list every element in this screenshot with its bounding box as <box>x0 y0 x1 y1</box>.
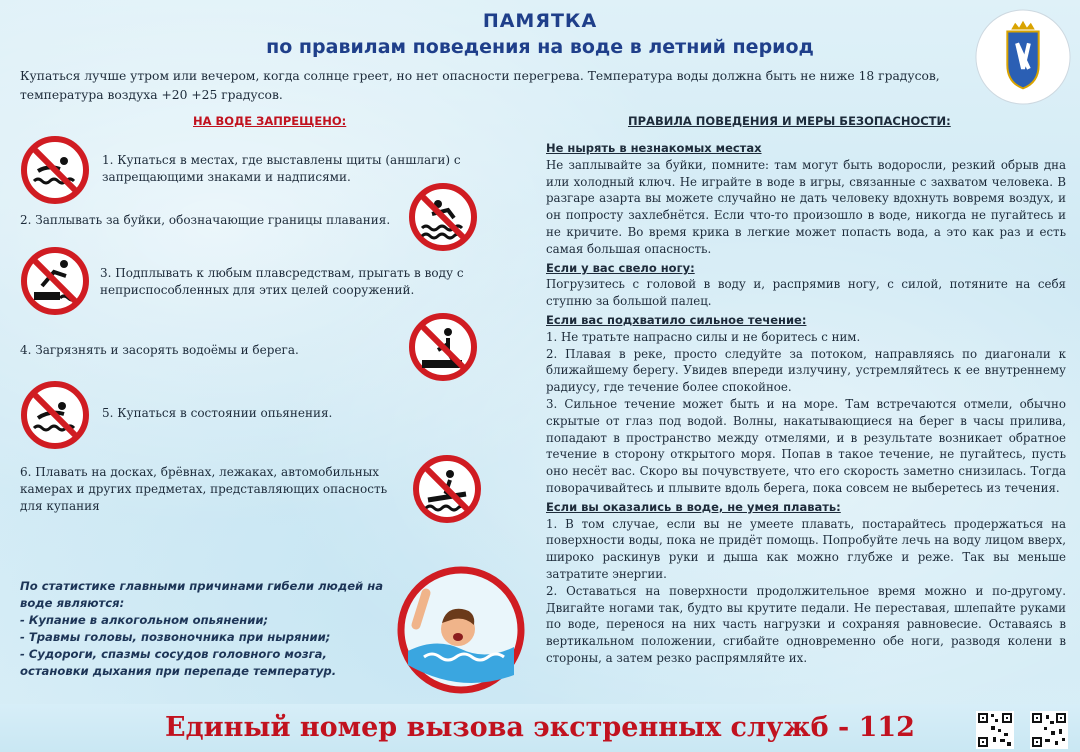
stats-item-3: - Судороги, спазмы сосудов головного мозга, остановки дыхания при перепаде температур. <box>20 647 337 678</box>
qr-code-icon[interactable] <box>1030 711 1068 749</box>
forbidden-heading: НА ВОДЕ ЗАПРЕЩЕНО: <box>193 114 347 128</box>
rule-text-current-3: 3. Сильное течение может быть и на море. Там встречаются отмели, обычно скрытые от глаз под водой. Волны, накатывающиеся на берег в часы прилива, попадают в пространство между отмелями, и в результате возникает обратное течение в сторону открытого моря. Попав в такое течение, не пугайтесь, пусть оно несёт вас. Скоро вы почувствуете, что его скорость заметно снизилась. Тогда поворачивайтесь и плывите вдоль берега, пока совсем не выберетесь из течения. <box>546 396 1066 495</box>
rule-heading-cramp: Если у вас свело ногу: <box>546 260 695 275</box>
qr-code-icon[interactable] <box>976 711 1014 749</box>
rule-heading-current: Если вас подхватило сильное течение: <box>546 312 807 327</box>
rules-column <box>546 138 1066 667</box>
page-title: ПАМЯТКА <box>482 10 598 32</box>
forbidden-item-6: 6. Плавать на досках, брёвнах, лежаках, автомобильных камерах и других предметах, представляющих опасность для купания <box>20 465 388 513</box>
rule-text-nonswimmer-1: 1. В том случае, если вы не умеете плавать, постарайтесь продержаться на поверхности воды, пока не придёт помощь. Попробуйте лечь на воду лицом вверх, широко раскинув руки и дыша как можно глубже и реже. Так вы меньше затратите энергии. <box>546 516 1066 581</box>
drowning-person-illustration <box>396 565 526 695</box>
no-swimming-sign-icon <box>20 135 90 205</box>
emergency-number: Единый номер вызова экстренных служб - 112 <box>165 712 915 743</box>
rule-text-nonswimmer-2: 2. Оставаться на поверхности продолжительное время можно и по-другому. Двигайте ногами так, будто вы крутите педали. Не переставая, шлепайте руками по воде, перенося на них часть нагрузки и сохраняя равновесие. Оставаясь в вертикальном положении, сгибайте одновременно обе ноги, разводя колени в стороны, а затем резко распрямляйте их. <box>546 583 1066 665</box>
no-diving-sign-icon <box>20 246 90 316</box>
forbidden-item-1: 1. Купаться в местах, где выставлены щиты (аншлаги) с запрещающими знаками и надписями. <box>102 153 461 184</box>
emblem-logo <box>974 8 1072 106</box>
footer-bar <box>0 704 1080 752</box>
no-floating-objects-sign-icon <box>412 454 482 524</box>
forbidden-item-2: 2. Заплывать за буйки, обозначающие границы плавания. <box>20 213 391 227</box>
intro-text: Купаться лучше утром или вечером, когда солнце греет, но нет опасности перегрева. Температура воды должна быть не ниже 18 градусов, температура воздуха +20 +25 градусов. <box>20 69 940 102</box>
rule-heading-nonswimmer: Если вы оказались в воде, не умея плавать: <box>546 499 841 514</box>
forbidden-item-4: 4. Загрязнять и засорять водоёмы и берега. <box>20 343 299 357</box>
rule-text-cramp: Погрузитесь с головой в воду и, распрямив ногу, с силой, потяните на себя ступню за большой палец. <box>546 277 1066 309</box>
rule-text-diving: Не заплывайте за буйки, помните: там могут быть водоросли, резкий обрыв дна или холодный ключ. Не играйте в воде в игры, связанные с захватом человека. В разгаре азарта вы можете случайно не дать человеку вдохнуть вовремя воздух, и он попросту захлебнётся. Если что-то произошло в воде, никогда не пугайтесь и не кричите. Во время крика в легкие может попасть вода, а это как раз и есть самая большая опасность. <box>546 157 1066 256</box>
rule-text-current-2: 2. Плавая в реке, просто следуйте за потоком, направляясь по диагонали к ближайшему берегу. Увидев впереди излучину, устремляйтесь к ее внутреннему радиусу, где течение более спокойное. <box>546 346 1066 395</box>
no-littering-sign-icon <box>408 312 478 382</box>
stats-item-1: - Купание в алкогольном опьянении; <box>20 613 269 627</box>
rules-heading: ПРАВИЛА ПОВЕДЕНИЯ И МЕРЫ БЕЗОПАСНОСТИ: <box>628 114 951 128</box>
forbidden-item-3: 3. Подплывать к любым плавсредствам, прыгать в воду с неприспособленных для этих целей сооружений. <box>100 266 464 297</box>
no-drunk-swimming-sign-icon <box>20 380 90 450</box>
stats-intro: По статистике главными причинами гибели людей на воде являются: <box>20 579 384 610</box>
stats-item-2: - Травмы головы, позвоночника при нырянии; <box>20 630 331 644</box>
forbidden-item-5: 5. Купаться в состоянии опьянения. <box>102 406 333 420</box>
rule-heading-diving: Не нырять в незнакомых местах <box>546 141 762 155</box>
page-subtitle: по правилам поведения на воде в летний период <box>266 36 814 58</box>
no-buoys-sign-icon <box>408 182 478 252</box>
death-statistics <box>20 578 394 680</box>
rule-text-current-1: 1. Не тратьте напрасно силы и не боритесь с ним. <box>546 329 861 344</box>
